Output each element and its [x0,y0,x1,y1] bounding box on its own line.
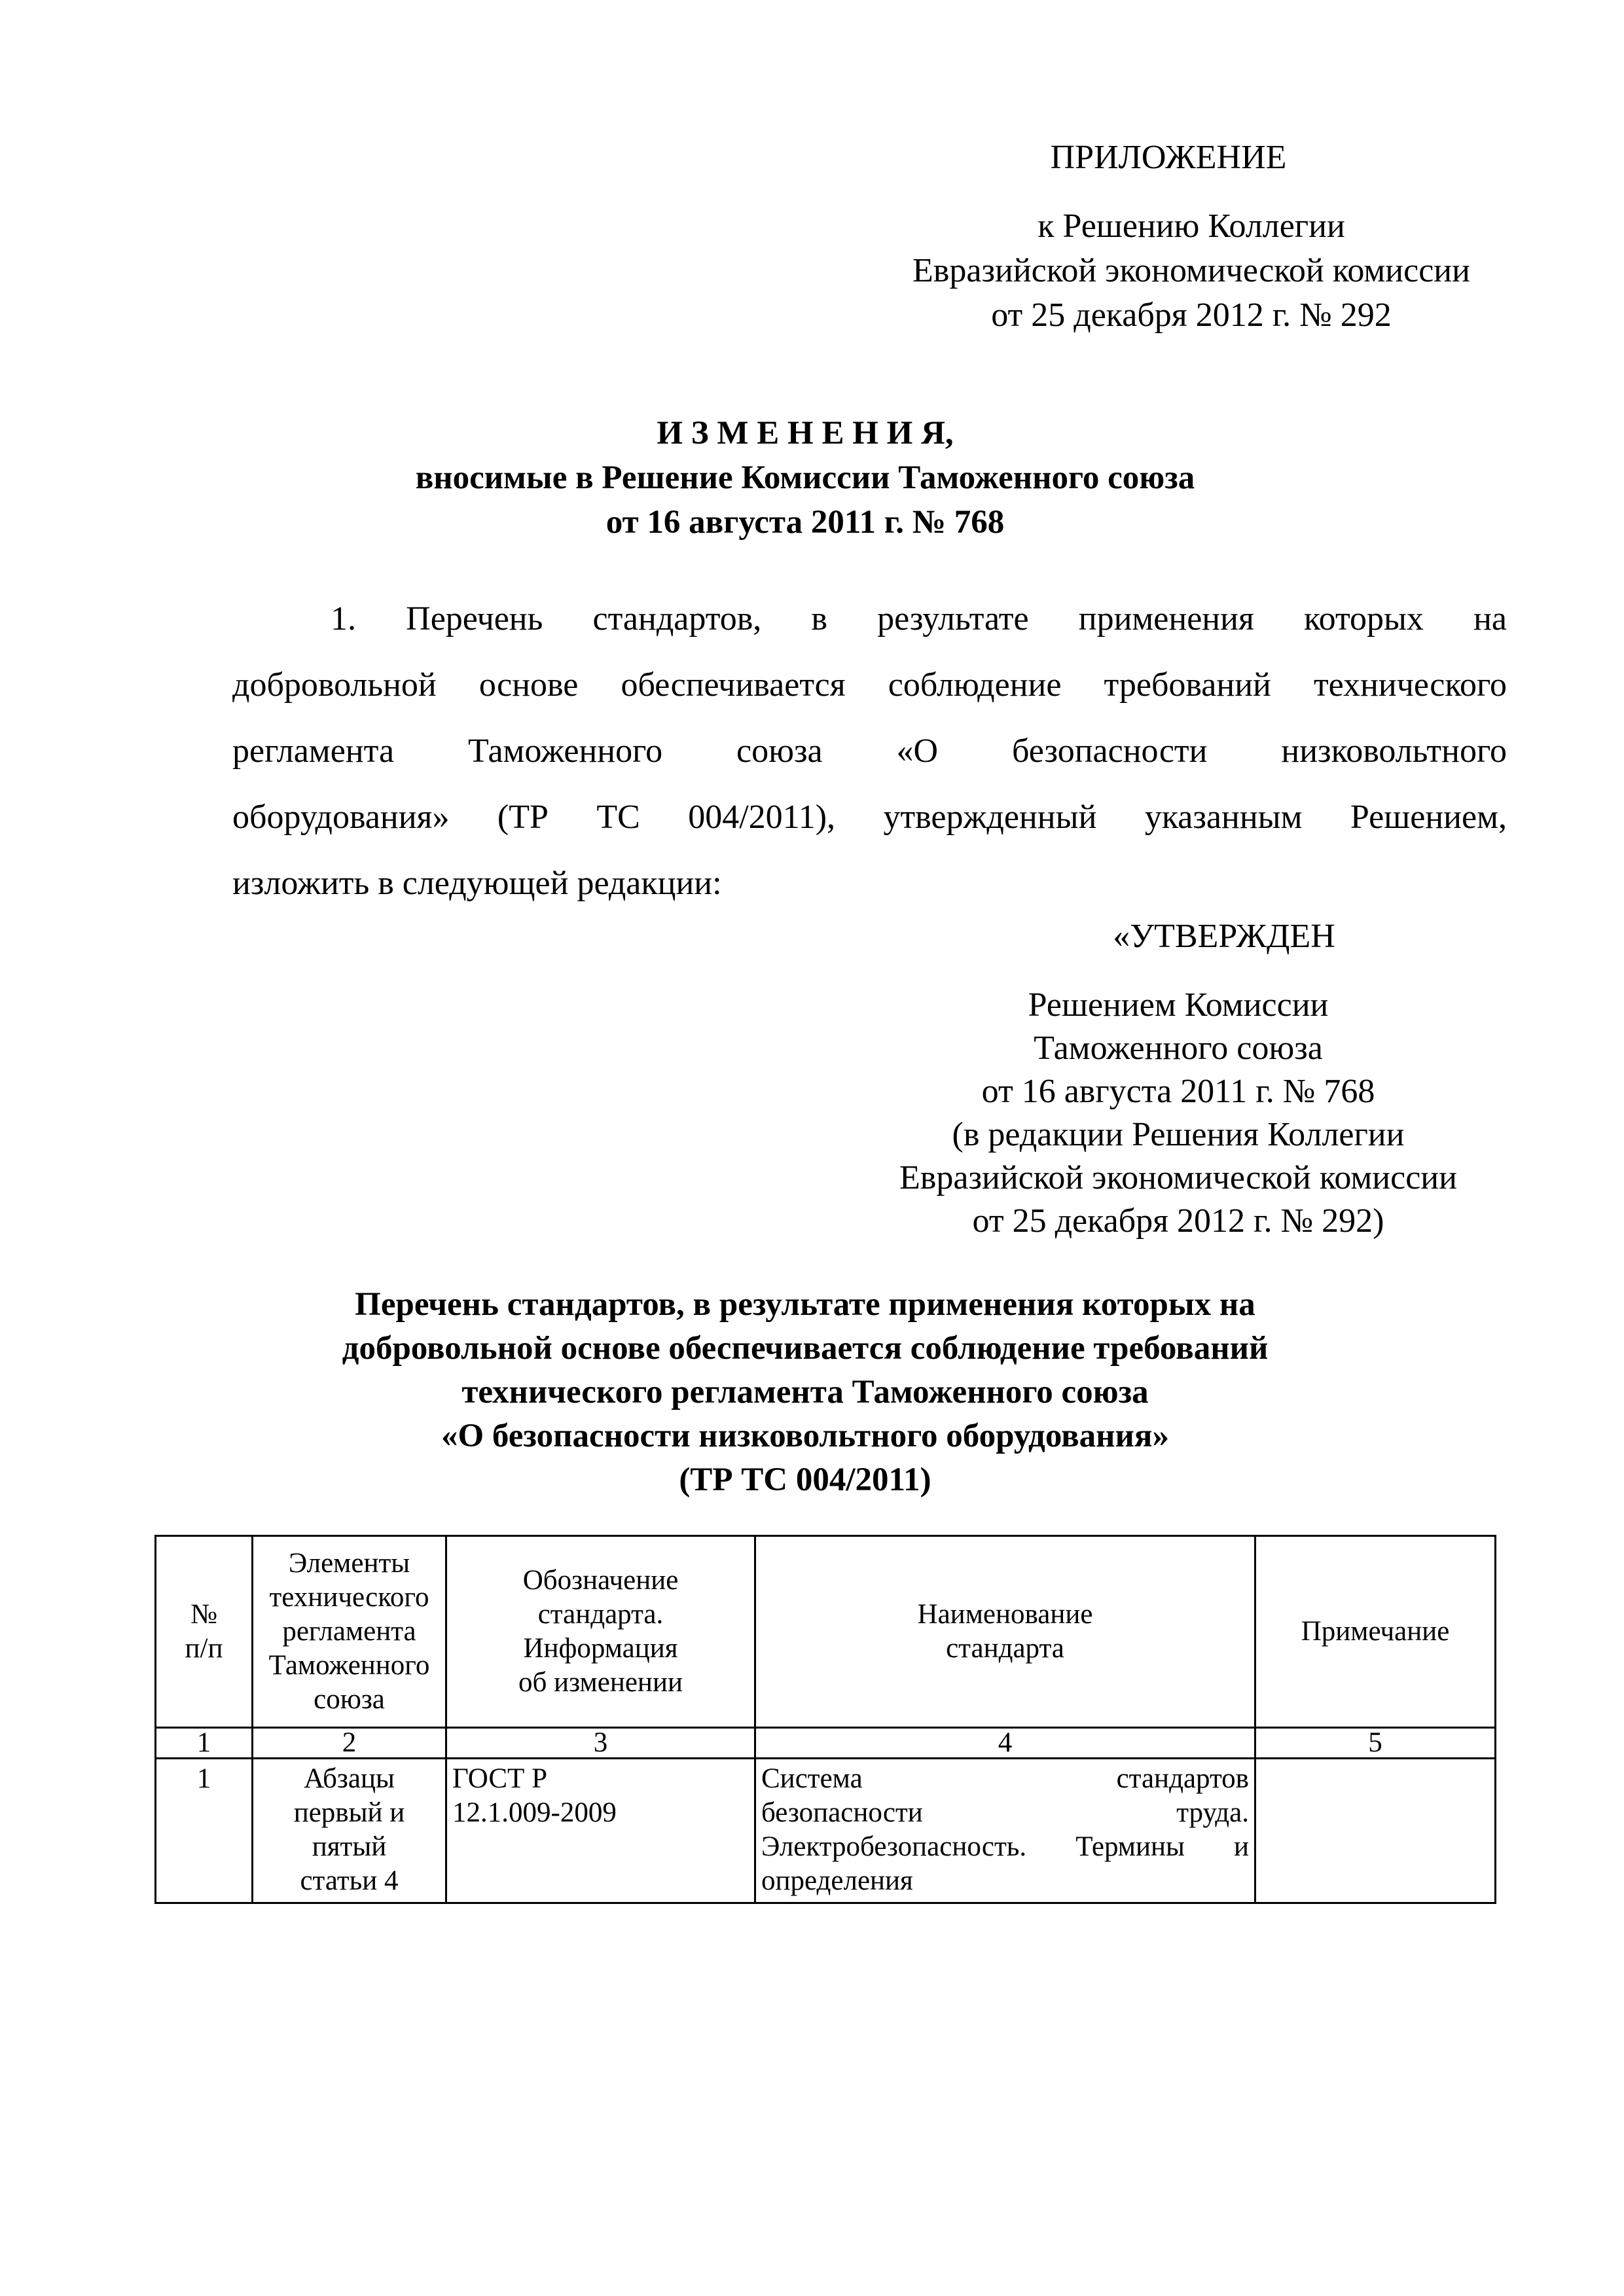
approved-line-2: Таможенного союза [1034,1030,1323,1067]
approved-block [831,984,1525,1243]
approved-line-6: от 25 декабря 2012 г. № 292) [972,1202,1384,1240]
approved-line-4: (в редакции Решения Коллегии [952,1116,1405,1153]
paragraph-line: изложить в следующей редакции: [232,865,722,902]
paragraph-line: 1. Перечень стандартов, в результате применения которых на [331,600,1507,637]
row-note [1255,1759,1496,1903]
standards-table [154,1535,1496,1904]
changes-heading-line-3: от 16 августа 2011 г. № 768 [605,504,1005,541]
row-number: 1 [156,1759,253,1903]
row-regulation-element: Абзацы первый и пятый статьи 4 [253,1759,446,1903]
approved-line-1: Решением Комиссии [1028,986,1329,1024]
appendix-reference [844,204,1538,338]
approved-line-5: Евразийской экономической комиссии [899,1159,1457,1196]
paragraph-line: оборудования» (ТР ТС 004/2011), утвержденный указанным Решением, [232,798,1507,836]
header-number: № п/п [156,1536,253,1728]
list-heading-line-5: (ТР ТС 004/2011) [679,1462,931,1498]
standard-name-line: Электробезопасность. Термины и [761,1831,1249,1862]
standard-name-line: определения [761,1865,913,1896]
standard-name-line: Система стандартов [761,1763,1249,1794]
paragraph-line: регламента Таможенного союза «О безопасности низковольтного [232,732,1507,770]
paragraph-line: добровольной основе обеспечивается соблюдение требований технического [232,666,1507,704]
table-row [156,1759,1496,1903]
header-standard-designation: Обозначение стандарта. Информация об изменении [446,1536,755,1728]
row-standard-name [755,1759,1255,1903]
appendix-title: ПРИЛОЖЕНИЕ [1050,139,1287,176]
column-number: 4 [755,1728,1255,1759]
column-number: 1 [156,1728,253,1759]
approved-line-3: от 16 августа 2011 г. № 768 [981,1073,1375,1110]
list-heading-line-3: технического регламента Таможенного союза [461,1374,1149,1410]
changes-heading [353,411,1257,545]
table-column-numbers-row [156,1728,1496,1759]
paragraph-1 [232,586,1507,916]
list-heading-line-2: добровольной основе обеспечивается соблюдение требований [342,1330,1269,1367]
changes-heading-line-2: вносимые в Решение Комиссии Таможенного союза [415,459,1195,496]
approved-title: «УТВЕРЖДЕН [1113,918,1335,955]
row-standard-designation: ГОСТ Р 12.1.009-2009 [446,1759,755,1903]
table-header-row [156,1536,1496,1728]
column-number: 3 [446,1728,755,1759]
header-note: Примечание [1255,1536,1496,1728]
column-number: 2 [253,1728,446,1759]
list-heading-line-1: Перечень стандартов, в результате применения которых на [355,1286,1255,1323]
column-number: 5 [1255,1728,1496,1759]
standard-name-line: безопасности труда. [761,1797,1249,1828]
changes-heading-line-1: И З М Е Н Е Н И Я, [657,415,954,452]
list-heading [281,1283,1329,1502]
appendix-line-3: от 25 декабря 2012 г. № 292 [991,296,1392,334]
appendix-line-1: к Решению Коллегии [1038,207,1345,245]
appendix-line-2: Евразийской экономической комиссии [912,252,1470,289]
header-regulation-elements: Элементы технического регламента Таможенного союза [253,1536,446,1728]
list-heading-line-4: «О безопасности низковольтного оборудования» [441,1418,1169,1454]
header-standard-name: Наименование стандарта [755,1536,1255,1728]
